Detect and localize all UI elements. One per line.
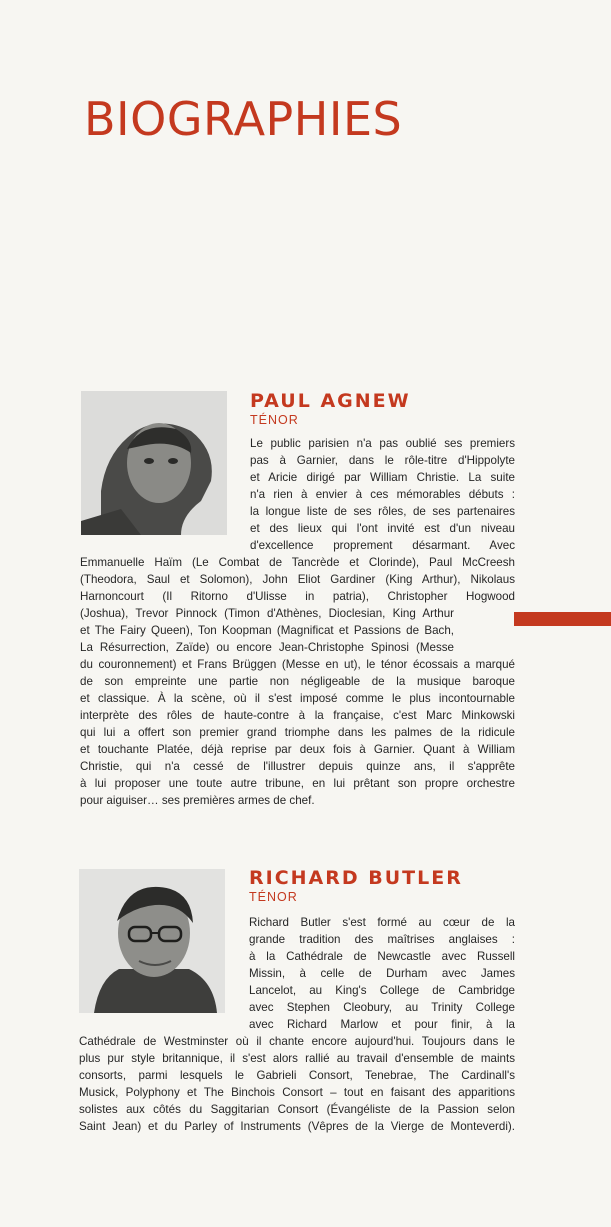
portrait-photo-icon	[79, 869, 225, 1013]
section-marker	[514, 612, 611, 626]
bio-text-line: du couronnement) et Frans Brüggen (Messe en ut), le ténor écossais a marqué	[80, 658, 515, 671]
bio-text-line: Harnoncourt (Il Ritorno d'Ulisse in patria), Christopher Hogwood	[80, 590, 515, 603]
bio-name-paul-agnew: PAUL AGNEW	[250, 390, 411, 412]
bio-text-line: et The Fairy Queen), Ton Koopman (Magnificat et Passions de Bach,	[80, 624, 454, 637]
bio-text-line: Emmanuelle Haïm (Le Combat de Tancrède et Clorinde), Paul McCreesh	[80, 556, 515, 569]
bio-text-line: (Joshua), Trevor Pinnock (Timon d'Athènes, Dioclesian, King Arthur	[80, 607, 454, 620]
bio-text-line: Musick, Polyphony et The Binchois Consort – tout en faisant des apparitions	[79, 1086, 515, 1099]
bio-text-line: avec Richard Marlow et pour finir, à la	[249, 1018, 515, 1031]
portrait-photo-richard-butler	[79, 869, 225, 1013]
bio-text-line: Christie, qui n'a cessé de l'illustrer depuis quinze ans, il s'apprête	[80, 760, 515, 773]
bio-text-line: qui lui a offert son premier grand triomphe dans les palmes de la ridicule	[80, 726, 515, 739]
bio-role-richard-butler: TÉNOR	[249, 890, 298, 904]
bio-text-line: et touchante Platée, déjà reprise par deux fois à Garnier. Quant à William	[80, 743, 515, 756]
bio-text-line: et classique. À la scène, où il s'est imposé comme le plus incontournable	[80, 692, 515, 705]
bio-text-line: (Theodora, Saul et Solomon), John Eliot Gardiner (King Arthur), Nikolaus	[80, 573, 515, 586]
bio-text-line: d'excellence proprement désarmant. Avec	[250, 539, 515, 552]
portrait-photo-icon	[81, 391, 227, 535]
bio-text-line: Missin, à celle de Durham avec James	[249, 967, 515, 980]
bio-text-line: la longue liste de ses rôles, de ses partenaires	[250, 505, 515, 518]
bio-text-line: Richard Butler s'est formé au cœur de la	[249, 916, 515, 929]
bio-text-line: consorts, parmi lesquels le Gabrieli Consort, Tenebrae, The Cardinall's	[79, 1069, 515, 1082]
bio-role-paul-agnew: TÉNOR	[250, 413, 299, 427]
bio-text-line: interprète des rôles de haute-contre à la française, c'est Marc Minkowski	[80, 709, 515, 722]
bio-text-line: de son empreinte une partie non négligeable de la musique baroque	[80, 675, 515, 688]
bio-text-line: Lancelot, au King's College de Cambridge	[249, 984, 515, 997]
bio-text-line: avec Stephen Cleobury, au Trinity College	[249, 1001, 515, 1014]
bio-text-line: pour aiguiser… ses premières armes de chef.	[80, 794, 315, 807]
bio-text-line: Cathédrale de Westminster où il chante encore aujourd'hui. Toujours dans le	[79, 1035, 515, 1048]
portrait-photo-paul-agnew	[81, 391, 227, 535]
bio-name-richard-butler: RICHARD BUTLER	[249, 867, 463, 889]
bio-text-line: à la Cathédrale de Newcastle avec Russell	[249, 950, 515, 963]
bio-text-line: et des lieux qui l'ont invité est d'un niveau	[250, 522, 515, 535]
bio-text-line: pas à Garnier, dans le rôle-titre d'Hippolyte	[250, 454, 515, 467]
bio-text-line: grande tradition des maîtrises anglaises :	[249, 933, 515, 946]
bio-text-line: à lui proposer une toute autre tribune, en lui prêtant son propre orchestre	[80, 777, 515, 790]
bio-text-line: solistes aux côtés du Saggitarian Consort (Évangéliste de la Passion selon	[79, 1103, 515, 1116]
bio-text-line: Le public parisien n'a pas oublié ses premiers	[250, 437, 515, 450]
bio-text-line: La Résurrection, Zaïde) ou encore Jean-Christophe Spinosi (Messe	[80, 641, 454, 654]
bio-text-line: plus pur style britannique, il s'est alors rallié au travail d'ensemble de maints	[79, 1052, 515, 1065]
bio-text-line: n'a rien à envier à ces mémorables débuts :	[250, 488, 515, 501]
bio-text-line: Saint Jean) et du Parley of Instruments (Vêpres de la Vierge de Monteverdi).	[79, 1120, 515, 1133]
page-title: BIOGRAPHIES	[84, 92, 403, 146]
bio-text-line: et Aricie dirigé par William Christie. La suite	[250, 471, 515, 484]
